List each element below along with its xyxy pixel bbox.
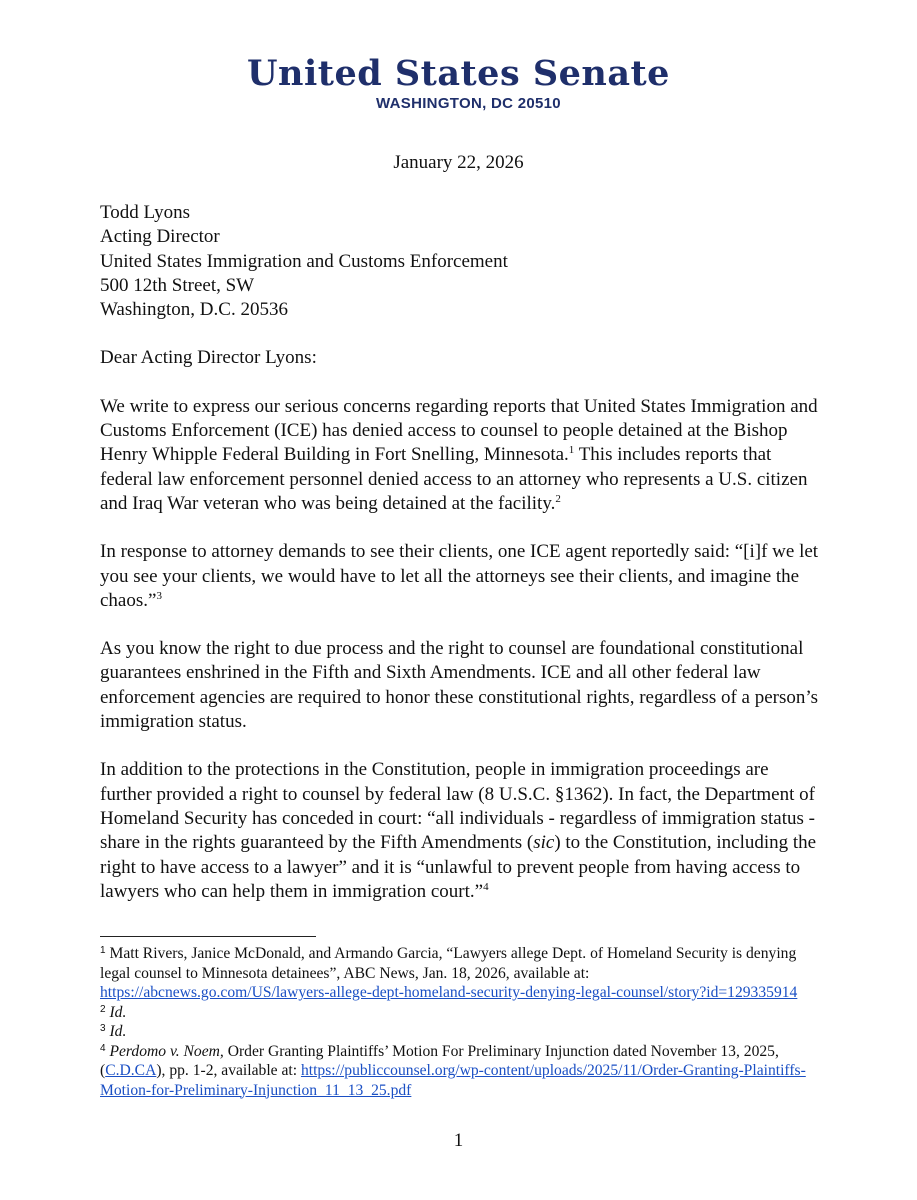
recipient-agency: United States Immigration and Customs Enforcement — [100, 250, 508, 272]
footnote-3-text: Id. — [109, 1023, 127, 1040]
footnote-3-number: 3 — [100, 1023, 106, 1034]
footnote-1-number: 1 — [100, 945, 106, 956]
footnote-ref-2: 2 — [555, 492, 561, 505]
paragraph-4-text-a: In addition to the protections in the Constitution, people in immigration proceedings are further provided a right to counsel by federal law (8 U.S.C. §1362). In fact, the Department of Homeland Security has conceded in court: “all individuals - regardless of immigration status - share in the rights guaranteed by the Fifth Amendments ( — [100, 759, 815, 854]
paragraph-1-text-a: We write to express our serious concerns regarding reports that United States Immigration and Customs Enforcement (ICE) has denied access to counsel to people detained at the Bishop Henry Whipple Federal Building in Fort Snelling, Minnesota. — [100, 395, 818, 466]
footnote-4-number: 4 — [100, 1042, 106, 1054]
footnote-3 — [100, 1022, 820, 1042]
footnote-2-text: Id. — [109, 1003, 127, 1021]
footnote-4-link[interactable]: https://publiccounsel.org/wp-content/uploads/2025/11/Order-Granting-Plaintiffs-Motion-for-Preliminary-Injunction_11_13_25.pdf — [100, 1062, 806, 1099]
recipient-street: 500 12th Street, SW — [100, 274, 255, 296]
footnote-4-court-link[interactable]: C.D.CA — [105, 1062, 157, 1079]
letter-body — [100, 201, 820, 904]
footnote-ref-1: 1 — [568, 444, 575, 457]
page-number: 1 — [453, 1130, 464, 1151]
recipient-title: Acting Director — [100, 226, 220, 248]
footnote-4-case: Perdomo v. Noem, — [109, 1042, 224, 1060]
letter-date: January 22, 2026 — [393, 152, 524, 173]
footnote-2-number: 2 — [100, 1003, 106, 1015]
letterhead-title: United States Senate — [247, 53, 670, 94]
paragraph-1 — [100, 395, 820, 516]
recipient-name: Todd Lyons — [100, 202, 190, 223]
paragraph-4 — [100, 758, 820, 904]
footnote-1-link[interactable]: https://abcnews.go.com/US/lawyers-allege-dept-homeland-security-denying-legal-counsel/story?id=129335914 — [100, 984, 798, 1001]
footnote-2 — [100, 1003, 820, 1023]
paragraph-1-text-b: This includes reports that federal law enforcement personnel denied access to an attorney who represents a U.S. citizen and Iraq War veteran who was being detained at the facility. — [100, 444, 808, 514]
paragraph-4-text-b: ) to the Constitution, including the right to have access to a lawyer” and it is “unlawful to prevent people from having access to lawyers who can help them in immigration court.” — [100, 832, 817, 902]
letterhead — [0, 54, 917, 112]
paragraph-2 — [100, 540, 820, 613]
salutation: Dear Acting Director Lyons: — [100, 347, 317, 369]
letterhead-subtitle: WASHINGTON, DC 20510 — [376, 95, 561, 112]
footnote-divider — [100, 936, 316, 937]
sic-notation: sic — [533, 832, 555, 854]
recipient-city: Washington, D.C. 20536 — [100, 299, 288, 321]
footnote-4 — [100, 1042, 820, 1101]
footnote-ref-3: 3 — [156, 589, 162, 602]
paragraph-3: As you know the right to due process and the right to counsel are foundational constitutional guarantees enshrined in the Fifth and Sixth Amendments. ICE and all other federal law enforcement agencies are required to honor these constitutional rights, regardless of a person’s immigration status. — [100, 638, 819, 733]
footnote-ref-4: 4 — [483, 880, 489, 893]
footnotes — [100, 944, 820, 1100]
recipient-address — [100, 201, 820, 322]
footnote-1-text: Matt Rivers, Janice McDonald, and Armando Garcia, “Lawyers allege Dept. of Homeland Security is denying legal counsel to Minnesota detainees”, ABC News, Jan. 18, 2026, available at: — [100, 945, 797, 982]
footnote-4-text-a: Order Granting Plaintiffs’ Motion For Preliminary Injunction dated November 13, 2025, ( — [100, 1042, 779, 1079]
paragraph-2-text: In response to attorney demands to see their clients, one ICE agent reportedly said: “[i]f we let you see your clients, we would have to let all the attorneys see their clients, and imagine the chaos.” — [100, 541, 819, 611]
footnote-1 — [100, 944, 820, 1003]
footnote-4-text-b: ), pp. 1-2, available at: — [156, 1062, 301, 1079]
